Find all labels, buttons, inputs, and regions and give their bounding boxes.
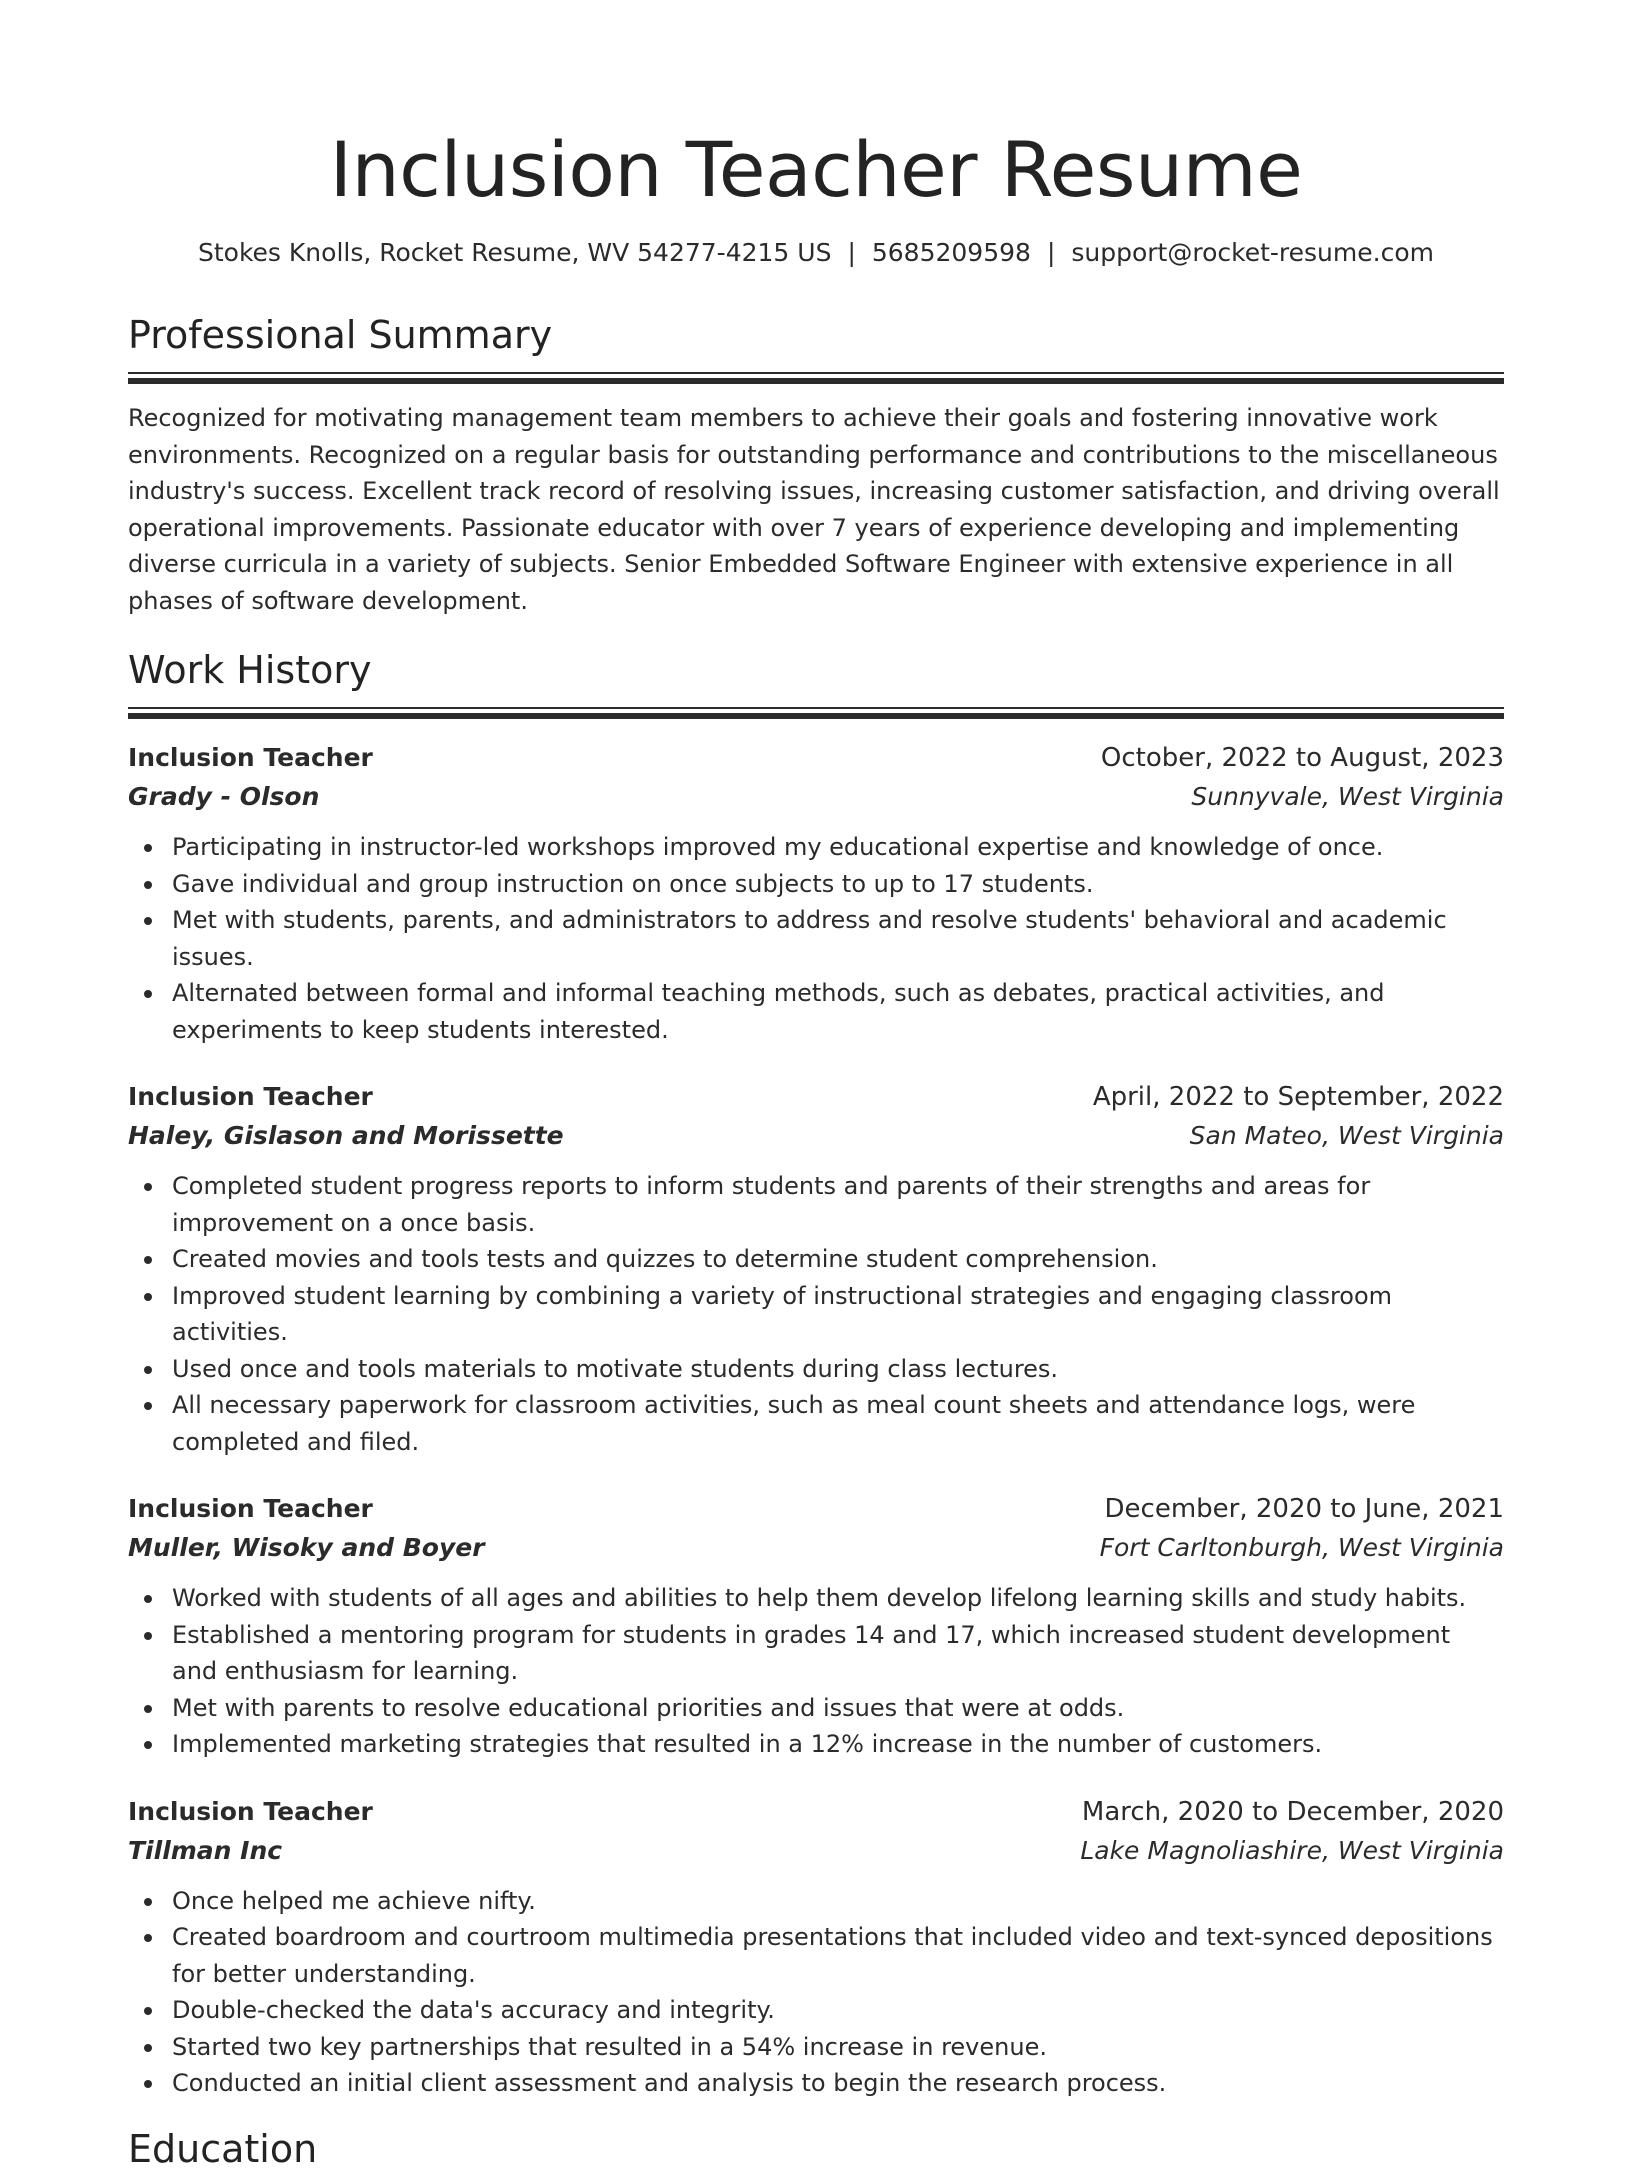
job-bullet: Created movies and tools tests and quizzes to determine student comprehension. bbox=[172, 1241, 1504, 1278]
job-entry bbox=[128, 739, 1504, 1048]
job-company: Haley, Gislason and Morissette bbox=[128, 1121, 564, 1150]
job-bullet: Participating in instructor-led workshops improved my educational expertise and knowledge of once. bbox=[172, 829, 1504, 866]
job-bullet: Gave individual and group instruction on once subjects to up to 17 students. bbox=[172, 866, 1504, 903]
job-bullet: Alternated between formal and informal teaching methods, such as debates, practical activities, and experiments to keep students interested. bbox=[172, 975, 1504, 1048]
section-heading-work-history: Work History bbox=[128, 648, 372, 692]
job-location: San Mateo, West Virginia bbox=[1189, 1121, 1504, 1150]
job-title: Inclusion Teacher bbox=[128, 1494, 373, 1523]
job-bullet: Double-checked the data's accuracy and integrity. bbox=[172, 1992, 1504, 2029]
job-location: Fort Carltonburgh, West Virginia bbox=[1099, 1533, 1504, 1562]
contact-address: Stokes Knolls, Rocket Resume, WV 54277-4215 US bbox=[198, 238, 832, 267]
job-title: Inclusion Teacher bbox=[128, 743, 373, 772]
job-bullet: Created boardroom and courtroom multimedia presentations that included video and text-synced depositions for better understanding. bbox=[172, 1919, 1504, 1992]
section-divider bbox=[128, 372, 1504, 384]
section-heading-education: Education bbox=[128, 2126, 318, 2171]
job-location: Sunnyvale, West Virginia bbox=[1191, 782, 1504, 811]
job-bullet: Started two key partnerships that resulted in a 54% increase in revenue. bbox=[172, 2029, 1504, 2066]
job-bullet: Met with students, parents, and administrators to address and resolve students' behavioral and academic issues. bbox=[172, 902, 1504, 975]
job-dates: April, 2022 to September, 2022 bbox=[1092, 1082, 1504, 1112]
contact-separator: | bbox=[847, 238, 856, 267]
section-heading-summary: Professional Summary bbox=[128, 313, 553, 357]
job-bullet: Completed student progress reports to inform students and parents of their strengths and areas for improvement on a once basis. bbox=[172, 1168, 1504, 1241]
job-dates: October, 2022 to August, 2023 bbox=[1100, 743, 1504, 773]
job-location: Lake Magnoliashire, West Virginia bbox=[1080, 1835, 1504, 1865]
job-bullet: Worked with students of all ages and abilities to help them develop lifelong learning skills and study habits. bbox=[172, 1580, 1504, 1617]
work-history-section bbox=[128, 645, 1504, 2102]
job-bullet: Used once and tools materials to motivate students during class lectures. bbox=[172, 1351, 1504, 1388]
job-bullet: All necessary paperwork for classroom activities, such as meal count sheets and attendance logs, were completed and filed. bbox=[172, 1387, 1504, 1460]
job-entry bbox=[128, 1490, 1504, 1763]
section-divider bbox=[128, 707, 1504, 719]
job-bullets bbox=[128, 829, 1504, 1048]
job-bullets bbox=[128, 1883, 1504, 2102]
job-bullets bbox=[128, 1168, 1504, 1460]
job-bullet: Once helped me achieve nifty. bbox=[172, 1883, 1504, 1920]
job-entry bbox=[128, 1793, 1504, 2102]
resume-page bbox=[128, 0, 1504, 2174]
job-bullet: Established a mentoring program for students in grades 14 and 17, which increased student development and enthusiasm for learning. bbox=[172, 1617, 1504, 1690]
job-bullet: Implemented marketing strategies that resulted in a 12% increase in the number of customers. bbox=[172, 1726, 1504, 1763]
contact-email: support@rocket-resume.com bbox=[1071, 238, 1434, 267]
job-bullets bbox=[128, 1580, 1504, 1763]
contact-phone: 5685209598 bbox=[871, 238, 1031, 267]
education-section bbox=[128, 2124, 1504, 2174]
contact-separator: | bbox=[1046, 238, 1056, 267]
summary-section bbox=[128, 310, 1504, 619]
job-company: Grady - Olson bbox=[128, 782, 320, 811]
summary-text: Recognized for motivating management team members to achieve their goals and fostering innovative work environments. Recognized on a regular basis for outstanding performance and contributions to the miscellaneous industry's success. Excellent track record of resolving issues, increasing customer satisfaction, and driving overall operational improvements. Passionate educator with over 7 years of experience developing and implementing diverse curricula in a variety of subjects. Senior Embedded Software Engineer with extensive experience in all phases of software development. bbox=[128, 404, 1500, 615]
job-company: Muller, Wisoky and Boyer bbox=[128, 1533, 485, 1562]
job-company: Tillman Inc bbox=[128, 1835, 283, 1865]
job-title: Inclusion Teacher bbox=[128, 1082, 373, 1111]
job-entry bbox=[128, 1078, 1504, 1460]
job-title: Inclusion Teacher bbox=[128, 1796, 373, 1826]
job-bullet: Conducted an initial client assessment and analysis to begin the research process. bbox=[172, 2065, 1504, 2102]
job-bullet: Met with parents to resolve educational priorities and issues that were at odds. bbox=[172, 1690, 1504, 1727]
job-dates: March, 2020 to December, 2020 bbox=[1081, 1796, 1504, 1827]
contact-line bbox=[128, 236, 1504, 270]
job-bullet: Improved student learning by combining a variety of instructional strategies and engaging classroom activities. bbox=[172, 1278, 1504, 1351]
page-title: Inclusion Teacher Resume bbox=[329, 125, 1303, 214]
job-dates: December, 2020 to June, 2021 bbox=[1104, 1494, 1504, 1524]
